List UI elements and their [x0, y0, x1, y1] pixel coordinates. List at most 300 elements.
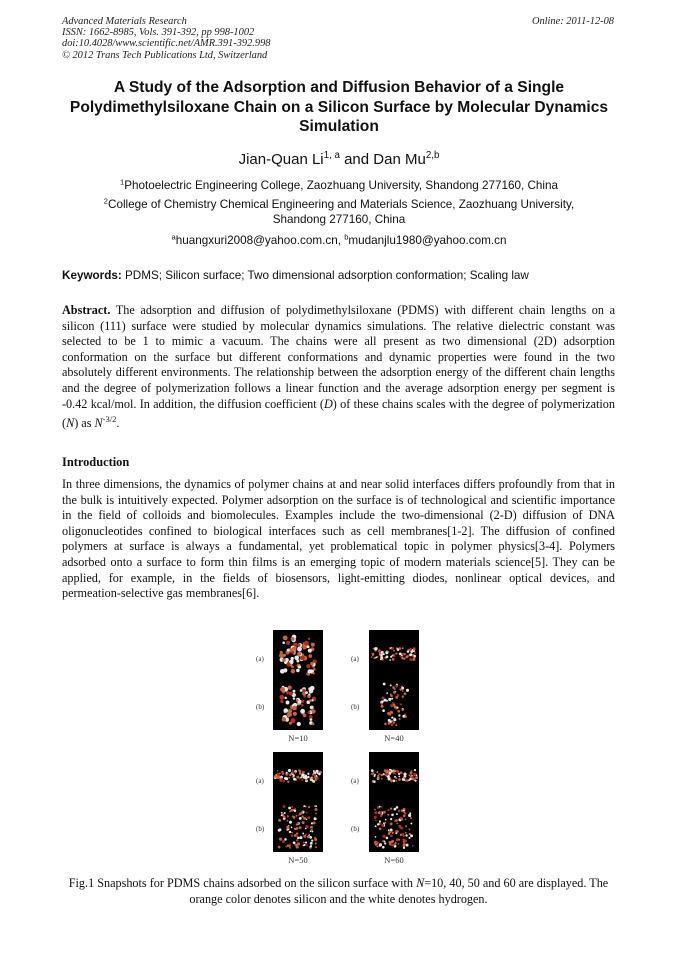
atom-dot: [374, 809, 376, 811]
keywords-label: Keywords:: [62, 269, 122, 282]
atom-dot: [302, 771, 304, 773]
atom-dot: [413, 648, 415, 650]
atom-dot: [386, 837, 389, 840]
atom-dot: [394, 776, 396, 778]
atom-dot: [309, 654, 313, 658]
atom-dot: [301, 700, 304, 703]
snapshot-n50-b: [273, 802, 323, 852]
abstract-n: N: [66, 416, 75, 431]
atom-dot: [288, 685, 292, 689]
atom-dot: [288, 777, 290, 779]
atom-dot: [372, 653, 375, 656]
atom-dot: [379, 649, 381, 651]
atom-dot: [297, 722, 301, 726]
atom-dot: [303, 842, 305, 844]
atom-dot: [409, 648, 412, 651]
author-2-sup: 2,b: [425, 150, 440, 162]
atom-dot: [301, 774, 304, 777]
atom-dot: [395, 819, 398, 822]
atom-dot: [306, 664, 310, 668]
atom-dot: [290, 660, 293, 663]
atom-dot: [384, 723, 387, 726]
atom-dot: [314, 770, 316, 772]
atom-dot: [279, 695, 284, 700]
atom-dot: [395, 832, 397, 834]
atom-dot: [377, 777, 379, 779]
atom-dot: [398, 714, 400, 716]
atom-dot: [379, 828, 382, 831]
atom-dot: [383, 773, 385, 775]
atom-dot: [286, 701, 290, 705]
atom-dot: [382, 709, 385, 712]
atom-dot: [386, 700, 388, 702]
atom-dot: [375, 825, 377, 827]
atom-dot: [281, 812, 283, 814]
atom-dot: [297, 644, 300, 647]
atom-dot: [413, 773, 416, 776]
atom-dot: [303, 695, 305, 697]
atom-dot: [285, 846, 287, 848]
atom-dot: [289, 821, 292, 824]
panel-label-b: (b): [256, 703, 265, 711]
atom-dot: [289, 831, 291, 833]
atom-dot: [315, 843, 317, 845]
atom-dot: [380, 654, 383, 657]
atom-dot: [404, 779, 406, 781]
atom-dot: [309, 699, 312, 702]
atom-dot: [410, 650, 412, 652]
atom-dot: [288, 769, 291, 772]
atom-dot: [399, 718, 401, 720]
atom-dot: [307, 645, 310, 648]
atom-dot: [294, 828, 296, 830]
snapshot-n60-a: [369, 752, 419, 802]
atom-dot: [299, 836, 302, 839]
aff2-sup: 2: [103, 196, 108, 206]
atom-dot: [396, 707, 398, 709]
atom-dot: [308, 806, 310, 808]
atom-dot: [379, 652, 381, 654]
atom-dot: [405, 716, 407, 718]
atom-dot: [388, 698, 391, 701]
atom-dot: [286, 826, 289, 829]
atom-dot: [373, 780, 375, 782]
copyright-line: © 2012 Trans Tech Publications Ltd, Switzerland: [62, 49, 268, 61]
atom-dot: [391, 716, 393, 718]
molecule-image: [273, 802, 323, 852]
atom-dot: [408, 814, 411, 817]
atom-dot: [308, 669, 312, 673]
atom-dot: [390, 835, 393, 838]
atom-dot: [298, 769, 300, 771]
snapshot-n10-b: [273, 680, 323, 730]
panel-label-b: (b): [256, 825, 265, 833]
atom-dot: [403, 808, 406, 811]
atom-dot: [404, 692, 407, 695]
atom-dot: [282, 658, 286, 662]
atom-dot: [398, 839, 400, 841]
atom-dot: [388, 722, 391, 725]
panel-label-b: (b): [351, 825, 360, 833]
atom-dot: [402, 647, 404, 649]
atom-dot: [392, 772, 395, 775]
atom-dot: [402, 695, 404, 697]
atom-dot: [386, 692, 388, 694]
atom-dot: [305, 842, 307, 844]
atom-dot: [391, 712, 393, 714]
panel-label-a: (a): [256, 777, 264, 785]
atom-dot: [396, 780, 398, 782]
affiliation-1: [40, 178, 638, 193]
atom-dot: [309, 836, 312, 839]
atom-dot: [410, 817, 412, 819]
atom-dot: [374, 811, 377, 814]
n-label: N=10: [288, 733, 308, 743]
atom-dot: [375, 820, 377, 822]
atom-dot: [409, 829, 411, 831]
atom-dot: [393, 780, 396, 783]
atom-dot: [388, 778, 391, 781]
atom-dot: [307, 836, 310, 839]
atom-dot: [291, 669, 295, 673]
snapshot-n60-b: [369, 802, 419, 852]
atom-dot: [288, 807, 291, 810]
atom-dot: [313, 774, 316, 777]
atom-dot: [404, 839, 407, 842]
atom-dot: [379, 811, 382, 814]
atom-dot: [287, 649, 290, 652]
atom-dot: [310, 826, 313, 829]
atom-dot: [293, 816, 296, 819]
journal-header: [62, 16, 270, 61]
atom-dot: [296, 776, 299, 779]
atom-dot: [308, 711, 311, 714]
atom-dot: [407, 649, 409, 651]
atom-dot: [398, 773, 400, 775]
atom-dot: [294, 656, 299, 661]
atom-dot: [401, 657, 404, 660]
atom-dot: [385, 651, 388, 654]
atom-dot: [398, 825, 401, 828]
atom-dot: [317, 772, 319, 774]
atom-dot: [409, 653, 412, 656]
panel-label-b: (b): [351, 703, 360, 711]
atom-dot: [312, 709, 316, 713]
atom-dot: [310, 662, 314, 666]
author-1-sup: 1, a: [323, 150, 340, 162]
atom-dot: [299, 826, 302, 829]
atom-dot: [396, 823, 398, 825]
atom-dot: [291, 771, 294, 774]
atom-dot: [283, 708, 288, 713]
atom-dot: [315, 805, 317, 807]
atom-dot: [410, 771, 413, 774]
atom-dot: [386, 773, 389, 776]
atom-dot: [287, 815, 289, 817]
atom-dot: [292, 638, 294, 640]
atom-dot: [303, 835, 306, 838]
abstract-n2: N: [94, 416, 103, 431]
atom-dot: [392, 832, 394, 834]
atom-dot: [396, 813, 398, 815]
atom-dot: [383, 653, 385, 655]
atom-dot: [299, 812, 302, 815]
atom-dot: [313, 821, 316, 824]
atom-dot: [296, 822, 298, 824]
n-label: N=50: [288, 855, 308, 865]
atom-dot: [293, 778, 296, 781]
atom-dot: [278, 819, 281, 822]
atom-dot: [311, 839, 313, 841]
atom-dot: [297, 652, 301, 656]
atom-dot: [394, 769, 396, 771]
atom-dot: [409, 833, 411, 835]
atom-dot: [310, 842, 313, 845]
atom-dot: [293, 697, 295, 699]
atom-dot: [391, 698, 393, 700]
atom-dot: [394, 808, 397, 811]
atom-dot: [414, 652, 416, 654]
atom-dot: [284, 777, 287, 780]
abstract-text-1: The adsorption and diffusion of polydimethylsiloxane (PDMS) with different chain lengths on a silicon (111) surface were studied by molecular dynamics simulations. The relative dielectric constant was selected to be 1 to mimic a vacuum. The chains were all present as two dimensional (2D) adsorption conformation on the surface but different conformations and dynamic properties were found in the two absolutely different environments. The relationship between the adsorption energy of the different chain lengths and the degree of polymerization follows a linear function and the average adsorption energy per segment is -0.42 kcal/mol. In addition, the diffusion coefficient (: [62, 303, 615, 411]
atom-dot: [374, 843, 377, 846]
atom-dot: [283, 636, 288, 641]
atom-dot: [395, 653, 397, 655]
n-label: N=40: [384, 733, 404, 743]
atom-dot: [279, 779, 282, 782]
atom-dot: [395, 685, 398, 688]
atom-dot: [398, 778, 401, 781]
molecule-image: [369, 752, 419, 802]
atom-dot: [313, 668, 316, 671]
atom-dot: [398, 776, 400, 778]
atom-dot: [282, 840, 285, 843]
atom-dot: [377, 845, 379, 847]
atom-dot: [295, 844, 298, 847]
caption-part-1: Fig.1 Snapshots for PDMS chains adsorbed on the silicon surface with: [68, 876, 417, 890]
atom-dot: [316, 777, 319, 780]
atom-dot: [312, 780, 315, 783]
atom-dot: [298, 665, 301, 668]
snapshot-n10-a: [273, 630, 323, 680]
atom-dot: [291, 665, 294, 668]
atom-dot: [291, 806, 293, 808]
atom-dot: [389, 659, 391, 661]
atom-dot: [280, 700, 283, 703]
doi-line: doi:10.4028/www.scientific.net/AMR.391-392.998: [62, 38, 271, 50]
atom-dot: [401, 709, 403, 711]
atom-dot: [384, 822, 386, 824]
atom-dot: [393, 650, 395, 652]
atom-dot: [281, 814, 283, 816]
atom-dot: [385, 819, 387, 821]
atom-dot: [300, 709, 305, 714]
atom-dot: [276, 775, 278, 777]
atom-dot: [301, 779, 303, 781]
atom-dot: [395, 724, 397, 726]
atom-dot: [302, 821, 305, 824]
atom-dot: [287, 820, 289, 822]
atom-dot: [286, 641, 290, 645]
atom-dot: [405, 834, 407, 836]
atom-dot: [408, 779, 410, 781]
snapshot-n50-a: [273, 752, 323, 802]
atom-dot: [402, 833, 405, 836]
atom-dot: [375, 647, 378, 650]
author-and: and: [339, 151, 374, 168]
atom-dot: [398, 647, 401, 650]
molecule-image: [369, 680, 419, 730]
atom-dot: [390, 818, 392, 820]
atom-dot: [380, 702, 382, 704]
atom-dot: [390, 829, 393, 832]
atom-dot: [283, 815, 286, 818]
atom-dot: [287, 781, 289, 783]
atom-dot: [293, 712, 297, 716]
atom-dot: [314, 817, 317, 820]
atom-dot: [371, 769, 374, 772]
atom-dot: [394, 844, 396, 846]
abstract-text-4: .: [116, 416, 120, 431]
atom-dot: [405, 832, 407, 834]
atom-dot: [393, 721, 395, 723]
author-2: Dan Mu: [373, 151, 426, 168]
atom-dot: [296, 839, 299, 842]
atom-dot: [286, 662, 290, 666]
atom-dot: [279, 773, 281, 775]
atom-dot: [381, 824, 384, 827]
atom-dot: [300, 689, 303, 692]
atom-dot: [282, 641, 285, 644]
atom-dot: [401, 655, 403, 657]
atom-dot: [305, 691, 308, 694]
email-a[interactable]: huangxuri2008@yahoo.com.cn,: [175, 234, 345, 247]
atom-dot: [310, 845, 312, 847]
author-1: Jian-Quan Li: [238, 151, 324, 168]
atom-dot: [379, 844, 382, 847]
author-line: [0, 151, 678, 168]
atom-dot: [393, 718, 396, 721]
atom-dot: [372, 772, 374, 774]
atom-dot: [383, 811, 386, 814]
caption-n: N: [416, 876, 425, 890]
online-date: Online: 2011-12-08: [531, 16, 614, 27]
atom-dot: [383, 683, 386, 686]
email-b[interactable]: mudanjlu1980@yahoo.com.cn: [348, 234, 507, 247]
atom-dot: [281, 771, 283, 773]
atom-dot: [403, 811, 405, 813]
atom-dot: [305, 825, 308, 828]
atom-dot: [410, 823, 412, 825]
atom-dot: [391, 647, 394, 650]
atom-dot: [286, 772, 288, 774]
atom-dot: [392, 658, 395, 661]
atom-dot: [410, 774, 412, 776]
atom-dot: [375, 836, 377, 838]
affiliation-2: [80, 197, 598, 227]
atom-dot: [292, 769, 294, 771]
atom-dot: [412, 655, 414, 657]
atom-dot: [405, 825, 407, 827]
atom-dot: [298, 815, 300, 817]
atom-dot: [390, 807, 392, 809]
abstract-d: D: [323, 396, 333, 411]
atom-dot: [284, 812, 286, 814]
atom-dot: [288, 845, 290, 847]
atom-dot: [308, 816, 311, 819]
atom-dot: [308, 638, 310, 640]
atom-dot: [381, 806, 383, 808]
atom-dot: [291, 651, 294, 654]
atom-dot: [315, 846, 317, 848]
atom-dot: [302, 811, 304, 813]
atom-dot: [406, 689, 409, 692]
atom-dot: [384, 769, 387, 772]
atom-dot: [374, 816, 377, 819]
atom-dot: [415, 776, 418, 779]
atom-dot: [405, 819, 407, 821]
atom-dot: [280, 651, 283, 654]
atom-dot: [383, 835, 386, 838]
atom-dot: [411, 770, 413, 772]
atom-dot: [310, 706, 313, 709]
atom-dot: [374, 774, 376, 776]
atom-dot: [390, 704, 393, 707]
atom-dot: [377, 771, 379, 773]
journal-name: Advanced Materials Research: [62, 16, 187, 27]
keywords: [62, 269, 622, 282]
atom-dot: [306, 844, 308, 846]
atom-dot: [283, 805, 286, 808]
atom-dot: [279, 838, 282, 841]
molecule-image: [273, 630, 323, 680]
atom-dot: [381, 705, 384, 708]
atom-dot: [307, 773, 309, 775]
atom-dot: [296, 699, 299, 702]
atom-dot: [303, 845, 305, 847]
atom-dot: [409, 812, 411, 814]
atom-dot: [375, 656, 377, 658]
atom-dot: [287, 773, 289, 775]
atom-dot: [401, 818, 403, 820]
atom-dot: [311, 643, 315, 647]
snapshot-n40-b: [369, 680, 419, 730]
atom-dot: [312, 831, 314, 833]
atom-dot: [390, 841, 393, 844]
atom-dot: [289, 810, 291, 812]
atom-dot: [284, 838, 287, 841]
atom-dot: [390, 684, 392, 686]
email-b-sup: b: [344, 232, 349, 242]
atom-dot: [393, 691, 396, 694]
atom-dot: [380, 774, 382, 776]
atom-dot: [312, 672, 315, 675]
atom-dot: [316, 770, 319, 773]
atom-dot: [379, 806, 381, 808]
atom-dot: [384, 842, 386, 844]
abstract: [62, 303, 615, 432]
atom-dot: [314, 837, 316, 839]
atom-dot: [306, 812, 308, 814]
atom-dot: [311, 777, 313, 779]
atom-dot: [283, 654, 286, 657]
atom-dot: [397, 710, 400, 713]
atom-dot: [401, 827, 404, 830]
atom-dot: [291, 832, 293, 834]
panel-label-a: (a): [351, 777, 359, 785]
abstract-text-3: ) as: [74, 416, 95, 431]
atom-dot: [403, 847, 405, 849]
